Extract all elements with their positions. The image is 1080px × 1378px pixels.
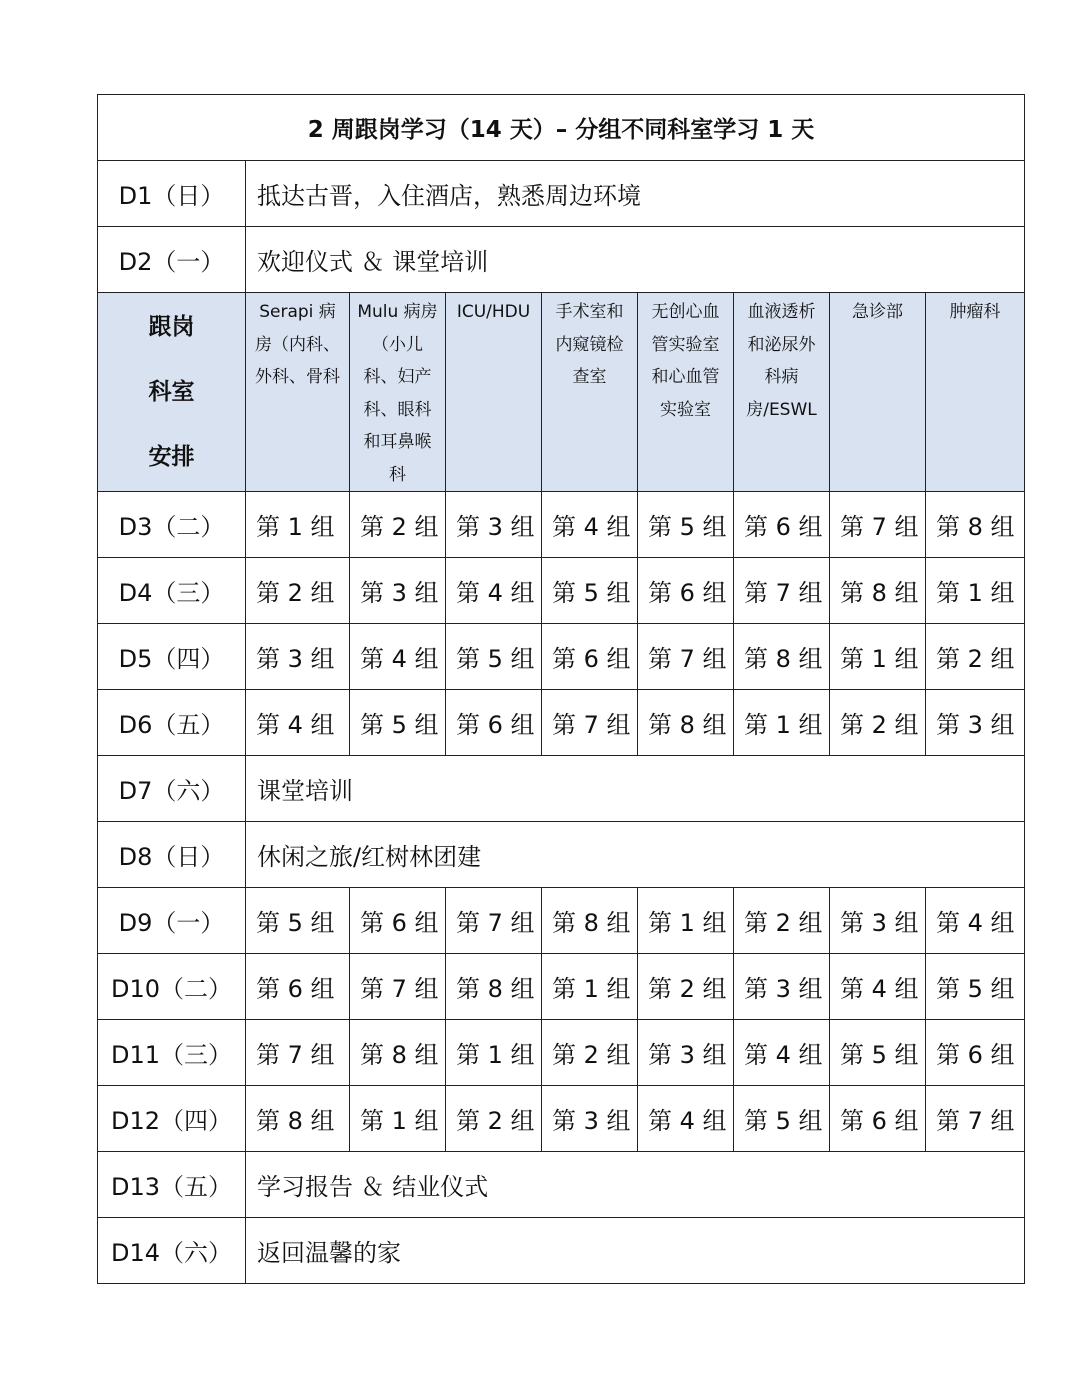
group-cell: 第 7 组 [830, 492, 926, 558]
day-label: D6（五） [98, 690, 246, 756]
group-cell: 第 6 组 [350, 888, 446, 954]
department-label-line: 科室 [148, 378, 195, 405]
department-label-line: 跟岗 [148, 313, 195, 340]
group-cell: 第 5 组 [542, 558, 638, 624]
group-cell: 第 5 组 [446, 624, 542, 690]
department-row-label [98, 293, 246, 492]
table-row [98, 227, 1025, 293]
department-header: 手术室和内窥镜检查室 [542, 293, 638, 492]
group-cell: 第 4 组 [734, 1020, 830, 1086]
day-label: D12（四） [98, 1086, 246, 1152]
group-cell: 第 3 组 [446, 492, 542, 558]
group-cell: 第 3 组 [638, 1020, 734, 1086]
activity-cell: 休闲之旅/红树林团建 [246, 822, 1025, 888]
group-cell: 第 6 组 [734, 492, 830, 558]
group-cell: 第 5 组 [246, 888, 350, 954]
group-cell: 第 7 组 [246, 1020, 350, 1086]
group-cell: 第 1 组 [246, 492, 350, 558]
group-cell: 第 6 组 [830, 1086, 926, 1152]
group-cell: 第 1 组 [446, 1020, 542, 1086]
day-label: D10（二） [98, 954, 246, 1020]
group-cell: 第 8 组 [542, 888, 638, 954]
department-header: 急诊部 [830, 293, 926, 492]
table-row [98, 954, 1025, 1020]
group-cell: 第 6 组 [446, 690, 542, 756]
group-cell: 第 8 组 [350, 1020, 446, 1086]
group-cell: 第 5 组 [350, 690, 446, 756]
department-header: Serapi 病房（内科、外科、骨科 [246, 293, 350, 492]
group-cell: 第 5 组 [926, 954, 1025, 1020]
schedule-table [97, 94, 1025, 1284]
activity-cell: 学习报告 ＆ 结业仪式 [246, 1152, 1025, 1218]
group-cell: 第 6 组 [638, 558, 734, 624]
group-cell: 第 8 组 [446, 954, 542, 1020]
department-header: 肿瘤科 [926, 293, 1025, 492]
table-title: 2 周跟岗学习（14 天）– 分组不同科室学习 1 天 [98, 95, 1025, 161]
table-row [98, 888, 1025, 954]
group-cell: 第 3 组 [350, 558, 446, 624]
table-row [98, 1086, 1025, 1152]
group-cell: 第 8 组 [926, 492, 1025, 558]
table-row [98, 624, 1025, 690]
table-row [98, 822, 1025, 888]
group-cell: 第 7 组 [542, 690, 638, 756]
activity-cell: 返回温馨的家 [246, 1218, 1025, 1284]
group-cell: 第 4 组 [446, 558, 542, 624]
day-label: D1（日） [98, 161, 246, 227]
day-label: D3（二） [98, 492, 246, 558]
department-header: Mulu 病房（小儿科、妇产科、眼科和耳鼻喉科 [350, 293, 446, 492]
group-cell: 第 5 组 [638, 492, 734, 558]
group-cell: 第 1 组 [734, 690, 830, 756]
table-row [98, 1218, 1025, 1284]
group-cell: 第 4 组 [542, 492, 638, 558]
group-cell: 第 2 组 [350, 492, 446, 558]
group-cell: 第 8 组 [246, 1086, 350, 1152]
group-cell: 第 7 组 [926, 1086, 1025, 1152]
group-cell: 第 4 组 [830, 954, 926, 1020]
group-cell: 第 8 组 [830, 558, 926, 624]
title-row [98, 95, 1025, 161]
department-header: 血液透析和泌尿外科病房/ESWL [734, 293, 830, 492]
group-cell: 第 1 组 [638, 888, 734, 954]
day-label: D13（五） [98, 1152, 246, 1218]
group-cell: 第 1 组 [926, 558, 1025, 624]
group-cell: 第 7 组 [638, 624, 734, 690]
group-cell: 第 5 组 [830, 1020, 926, 1086]
table-row [98, 161, 1025, 227]
group-cell: 第 7 组 [734, 558, 830, 624]
day-label: D8（日） [98, 822, 246, 888]
group-cell: 第 1 组 [830, 624, 926, 690]
table-row [98, 1020, 1025, 1086]
group-cell: 第 3 组 [830, 888, 926, 954]
group-cell: 第 8 组 [734, 624, 830, 690]
group-cell: 第 2 组 [446, 1086, 542, 1152]
group-cell: 第 2 组 [830, 690, 926, 756]
activity-cell: 课堂培训 [246, 756, 1025, 822]
group-cell: 第 4 组 [638, 1086, 734, 1152]
group-cell: 第 3 组 [926, 690, 1025, 756]
table-row [98, 756, 1025, 822]
department-header: 无创心血管实验室和心血管实验室 [638, 293, 734, 492]
group-cell: 第 6 组 [542, 624, 638, 690]
group-cell: 第 3 组 [246, 624, 350, 690]
group-cell: 第 4 组 [350, 624, 446, 690]
group-cell: 第 2 组 [734, 888, 830, 954]
group-cell: 第 2 组 [638, 954, 734, 1020]
department-header: ICU/HDU [446, 293, 542, 492]
group-cell: 第 2 组 [926, 624, 1025, 690]
group-cell: 第 5 组 [734, 1086, 830, 1152]
department-label-line: 安排 [148, 443, 195, 470]
day-label: D11（三） [98, 1020, 246, 1086]
group-cell: 第 3 组 [734, 954, 830, 1020]
group-cell: 第 3 组 [542, 1086, 638, 1152]
group-cell: 第 1 组 [350, 1086, 446, 1152]
department-row [98, 293, 1025, 492]
activity-cell: 欢迎仪式 ＆ 课堂培训 [246, 227, 1025, 293]
day-label: D7（六） [98, 756, 246, 822]
group-cell: 第 8 组 [638, 690, 734, 756]
day-label: D5（四） [98, 624, 246, 690]
group-cell: 第 2 组 [542, 1020, 638, 1086]
table-row [98, 1152, 1025, 1218]
group-cell: 第 4 组 [246, 690, 350, 756]
group-cell: 第 4 组 [926, 888, 1025, 954]
day-label: D2（一） [98, 227, 246, 293]
day-label: D4（三） [98, 558, 246, 624]
group-cell: 第 1 组 [542, 954, 638, 1020]
activity-cell: 抵达古晋，入住酒店，熟悉周边环境 [246, 161, 1025, 227]
group-cell: 第 6 组 [246, 954, 350, 1020]
table-row [98, 690, 1025, 756]
day-label: D14（六） [98, 1218, 246, 1284]
group-cell: 第 2 组 [246, 558, 350, 624]
group-cell: 第 7 组 [446, 888, 542, 954]
day-label: D9（一） [98, 888, 246, 954]
table-row [98, 492, 1025, 558]
group-cell: 第 7 组 [350, 954, 446, 1020]
group-cell: 第 6 组 [926, 1020, 1025, 1086]
table-row [98, 558, 1025, 624]
